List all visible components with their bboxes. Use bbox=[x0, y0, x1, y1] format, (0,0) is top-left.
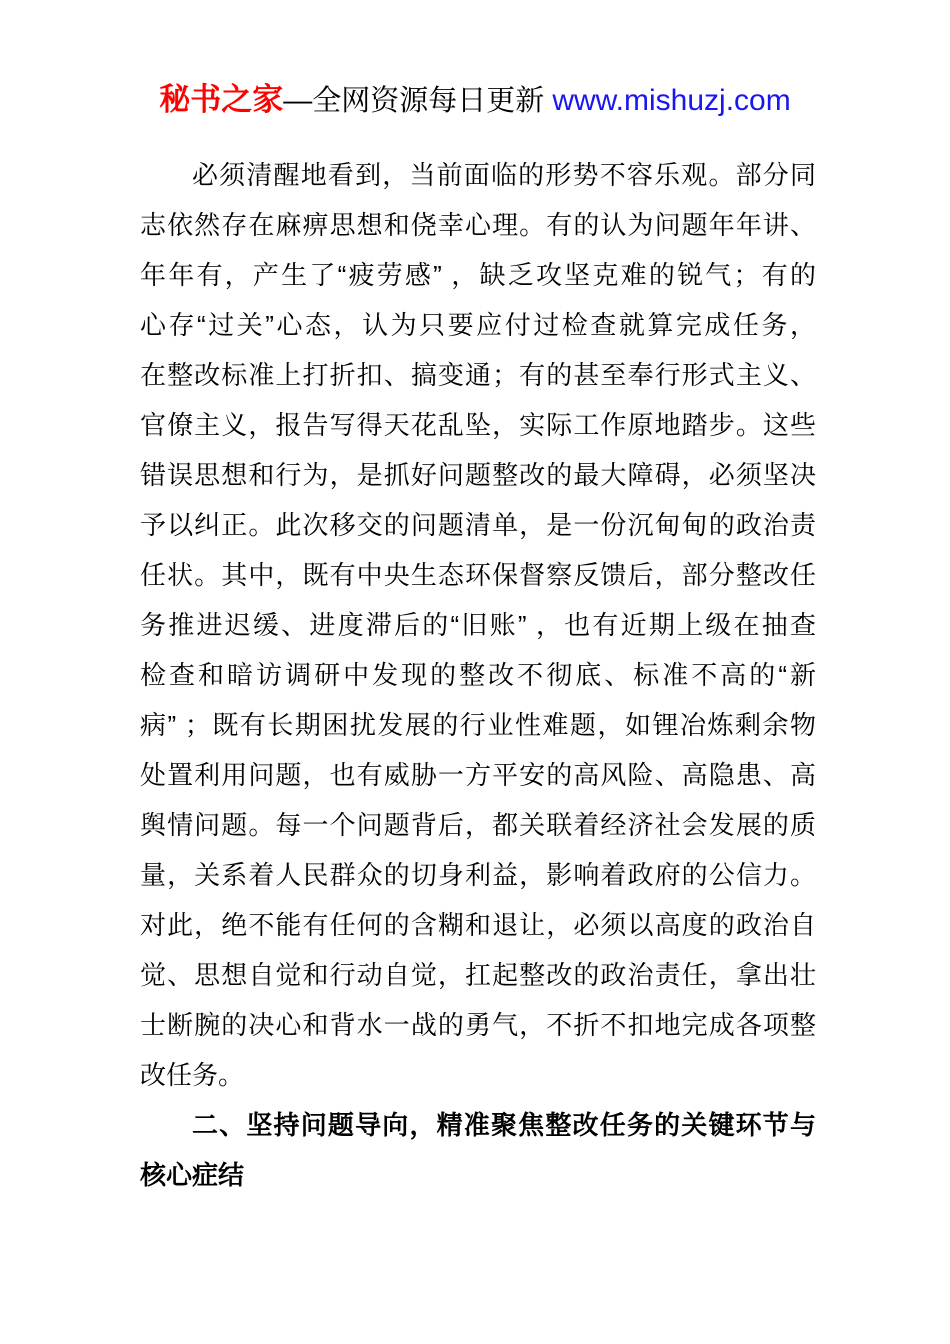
text-line: 予以纠正。此次移交的问题清单，是一份沉甸甸的政治责 bbox=[140, 510, 816, 540]
text-line: 必须清醒地看到，当前面临的形势不容乐观。部分同 bbox=[192, 160, 816, 190]
text-line: 病” ；既有长期困扰发展的行业性难题，如锂冶炼剩余物 bbox=[140, 710, 816, 740]
text-line: 觉、思想自觉和行动自觉，扛起整改的政治责任，拿出壮 bbox=[140, 960, 816, 990]
text-line: 务推进迟缓、进度滞后的“旧账” ，也有近期上级在抽查 bbox=[140, 610, 816, 640]
text-line: 处置利用问题，也有威胁一方平安的高风险、高隐患、高 bbox=[140, 760, 816, 790]
text-line: 对此，绝不能有任何的含糊和退让，必须以高度的政治自 bbox=[140, 910, 816, 940]
section-heading bbox=[140, 1100, 816, 1200]
site-name: 秘书之家 bbox=[159, 82, 284, 117]
text-line: 错误思想和行为，是抓好问题整改的最大障碍，必须坚决 bbox=[140, 460, 816, 490]
text-line: 舆情问题。每一个问题背后，都关联着经济社会发展的质 bbox=[140, 810, 816, 840]
page-header bbox=[0, 78, 950, 128]
body-paragraph bbox=[140, 150, 816, 1100]
document-body bbox=[140, 150, 816, 1200]
text-line: 志依然存在麻痹思想和侥幸心理。有的认为问题年年讲、 bbox=[140, 210, 816, 240]
text-line: 检查和暗访调研中发现的整改不彻底、标准不高的“新 bbox=[140, 660, 816, 690]
text-line: 官僚主义，报告写得天花乱坠，实际工作原地踏步。这些 bbox=[140, 410, 816, 440]
text-line: 年年有，产生了“疲劳感” ，缺乏攻坚克难的锐气；有的 bbox=[140, 260, 816, 290]
text-line: 核心症结 bbox=[140, 1160, 245, 1190]
text-line: 心存“过关”心态，认为只要应付过检查就算完成任务， bbox=[140, 310, 816, 340]
text-line: 改任务。 bbox=[140, 1060, 245, 1090]
site-tagline: —全网资源每日更新 bbox=[283, 85, 553, 117]
text-line: 士断腕的决心和背水一战的勇气，不折不扣地完成各项整 bbox=[140, 1010, 816, 1040]
text-line: 量，关系着人民群众的切身利益，影响着政府的公信力。 bbox=[140, 860, 816, 890]
text-line: 二、坚持问题导向，精准聚焦整改任务的关键环节与 bbox=[192, 1110, 816, 1140]
text-line: 在整改标准上打折扣、搞变通；有的甚至奉行形式主义、 bbox=[140, 360, 816, 390]
site-url-link[interactable]: www.mishuzj.com bbox=[552, 84, 791, 117]
text-line: 任状。其中，既有中央生态环保督察反馈后，部分整改任 bbox=[140, 560, 816, 590]
